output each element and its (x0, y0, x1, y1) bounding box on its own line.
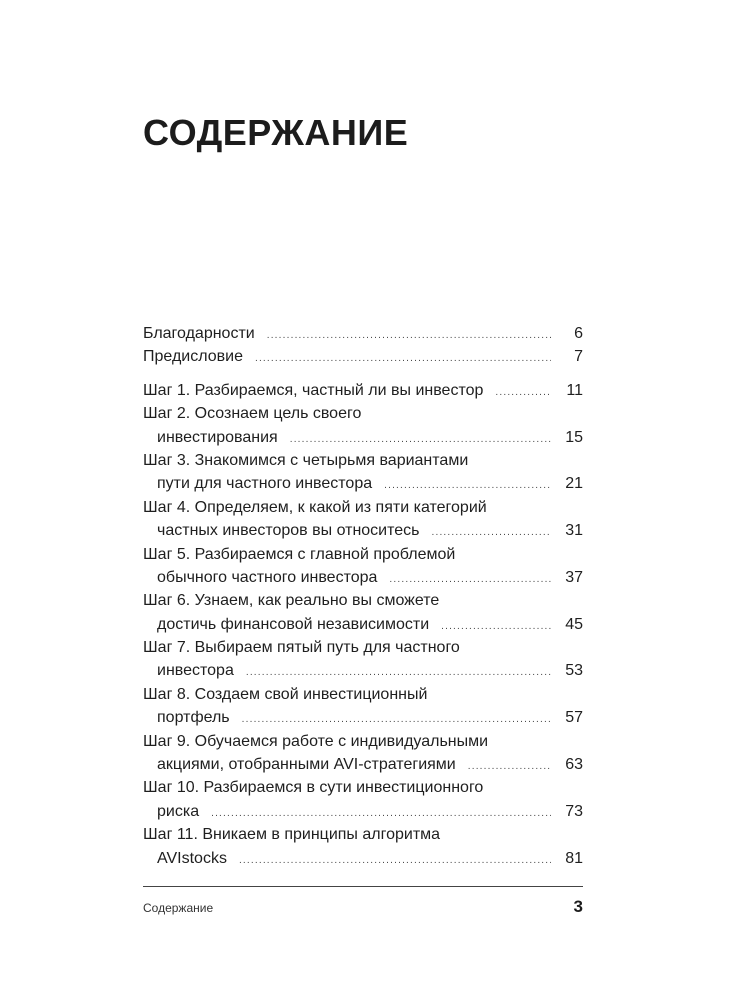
toc-entry-title-continued (143, 706, 583, 729)
page-number: 3 (573, 897, 583, 916)
toc-entry-title (143, 683, 583, 706)
toc-page-number: 73 (565, 802, 583, 820)
toc-entry-title-continued (143, 753, 583, 776)
toc-page-number: 7 (574, 348, 583, 366)
toc-steps (143, 379, 583, 870)
dot-leader (246, 661, 551, 684)
toc-page-number: 45 (565, 615, 583, 633)
toc-entry-title (143, 402, 583, 425)
toc-step-entry-8 (143, 683, 583, 730)
toc-entry-title (143, 496, 583, 519)
toc-step-entry-4 (143, 496, 583, 543)
toc-entry-text: Шаг 2. Осознаем цель своего (143, 405, 362, 423)
toc-page-number: 31 (565, 522, 583, 540)
toc-entry-text: Шаг 5. Разбираемся с главной проблемой (143, 545, 456, 563)
toc-entry-title-continued (143, 472, 583, 495)
dot-leader (211, 802, 551, 825)
toc-front-entry-2 (143, 345, 583, 368)
toc-page-number: 57 (565, 709, 583, 727)
dot-leader (468, 755, 551, 778)
toc-entry-text: акциями, отобранными AVI-стратегиями (157, 756, 456, 774)
toc-page-number: 53 (565, 662, 583, 680)
toc-entry-title (143, 589, 583, 612)
toc-page-number: 81 (565, 849, 583, 867)
toc-entry-text: AVIstocks (157, 849, 227, 867)
toc-step-entry-2 (143, 402, 583, 449)
toc-entry-text: Шаг 9. Обучаемся работе с индивидуальными (143, 732, 489, 750)
toc-front-matter (143, 322, 583, 369)
toc-entry-title-continued (143, 847, 583, 870)
toc-entry-title-continued (143, 426, 583, 449)
toc-page-number: 6 (574, 325, 583, 342)
toc-entry-title (143, 730, 583, 753)
dot-leader (290, 428, 551, 451)
toc-entry-title (143, 449, 583, 472)
toc-entry-text: достичь финансовой независимости (157, 615, 430, 633)
toc-entry-title (143, 776, 583, 799)
table-of-contents (143, 322, 583, 870)
toc-page-number: 37 (565, 568, 583, 586)
running-footer: Содержание (143, 901, 214, 915)
toc-step-entry-5 (143, 543, 583, 590)
toc-entry-text: Шаг 6. Узнаем, как реально вы сможете (143, 592, 440, 610)
dot-leader (384, 474, 551, 497)
toc-entry-title (143, 345, 583, 368)
toc-entry-title-continued (143, 659, 583, 682)
toc-entry-text: Шаг 1. Разбираемся, частный ли вы инвестор (143, 381, 484, 399)
toc-page-number: 63 (565, 756, 583, 774)
toc-entry-text: инвестирования (157, 428, 278, 446)
toc-entry-text: Шаг 4. Определяем, к какой из пяти категорий (143, 498, 487, 516)
toc-entry-text: Предисловие (143, 348, 243, 366)
toc-step-entry-9 (143, 730, 583, 777)
toc-entry-title-continued (143, 519, 583, 542)
toc-entry-text: Шаг 3. Знакомимся с четырьмя вариантами (143, 451, 469, 469)
toc-step-entry-7 (143, 636, 583, 683)
dot-leader (255, 347, 551, 370)
dot-leader (267, 324, 551, 347)
toc-entry-title (143, 636, 583, 659)
toc-entry-text: риска (157, 802, 200, 820)
toc-entry-text: Шаг 7. Выбираем пятый путь для частного (143, 639, 460, 657)
toc-entry-title-continued (143, 566, 583, 589)
dot-leader (441, 615, 551, 638)
footer-divider (143, 886, 583, 887)
toc-entry-text: Шаг 10. Разбираемся в сути инвестиционного (143, 779, 484, 797)
toc-entry-text: Шаг 8. Создаем свой инвестиционный (143, 685, 428, 703)
dot-leader (242, 708, 551, 731)
toc-entry-text: портфель (157, 709, 230, 727)
dot-leader (495, 381, 551, 404)
toc-page-number: 15 (565, 428, 583, 446)
toc-step-entry-10 (143, 776, 583, 823)
toc-entry-title (143, 379, 583, 402)
page-title: СОДЕРЖАНИЕ (143, 112, 409, 153)
dot-leader (239, 849, 551, 872)
toc-entry-title (143, 823, 583, 846)
toc-entry-title-continued (143, 613, 583, 636)
dot-leader (432, 521, 552, 544)
toc-step-entry-6 (143, 589, 583, 636)
toc-entry-text: Шаг 11. Вникаем в принципы алгоритма (143, 826, 441, 844)
toc-step-entry-1 (143, 379, 583, 402)
toc-front-entry-1 (143, 322, 583, 345)
toc-page-number: 11 (566, 381, 583, 399)
toc-entry-text: Благодарности (143, 325, 255, 342)
toc-entry-text: обычного частного инвестора (157, 568, 378, 586)
toc-entry-title (143, 543, 583, 566)
toc-entry-text: частных инвесторов вы относитесь (157, 522, 420, 540)
toc-step-entry-11 (143, 823, 583, 870)
toc-entry-title (143, 322, 583, 345)
toc-entry-text: инвестора (157, 662, 234, 680)
dot-leader (389, 568, 551, 591)
toc-page-number: 21 (565, 475, 583, 493)
toc-entry-title-continued (143, 800, 583, 823)
toc-entry-text: пути для частного инвестора (157, 475, 373, 493)
toc-step-entry-3 (143, 449, 583, 496)
